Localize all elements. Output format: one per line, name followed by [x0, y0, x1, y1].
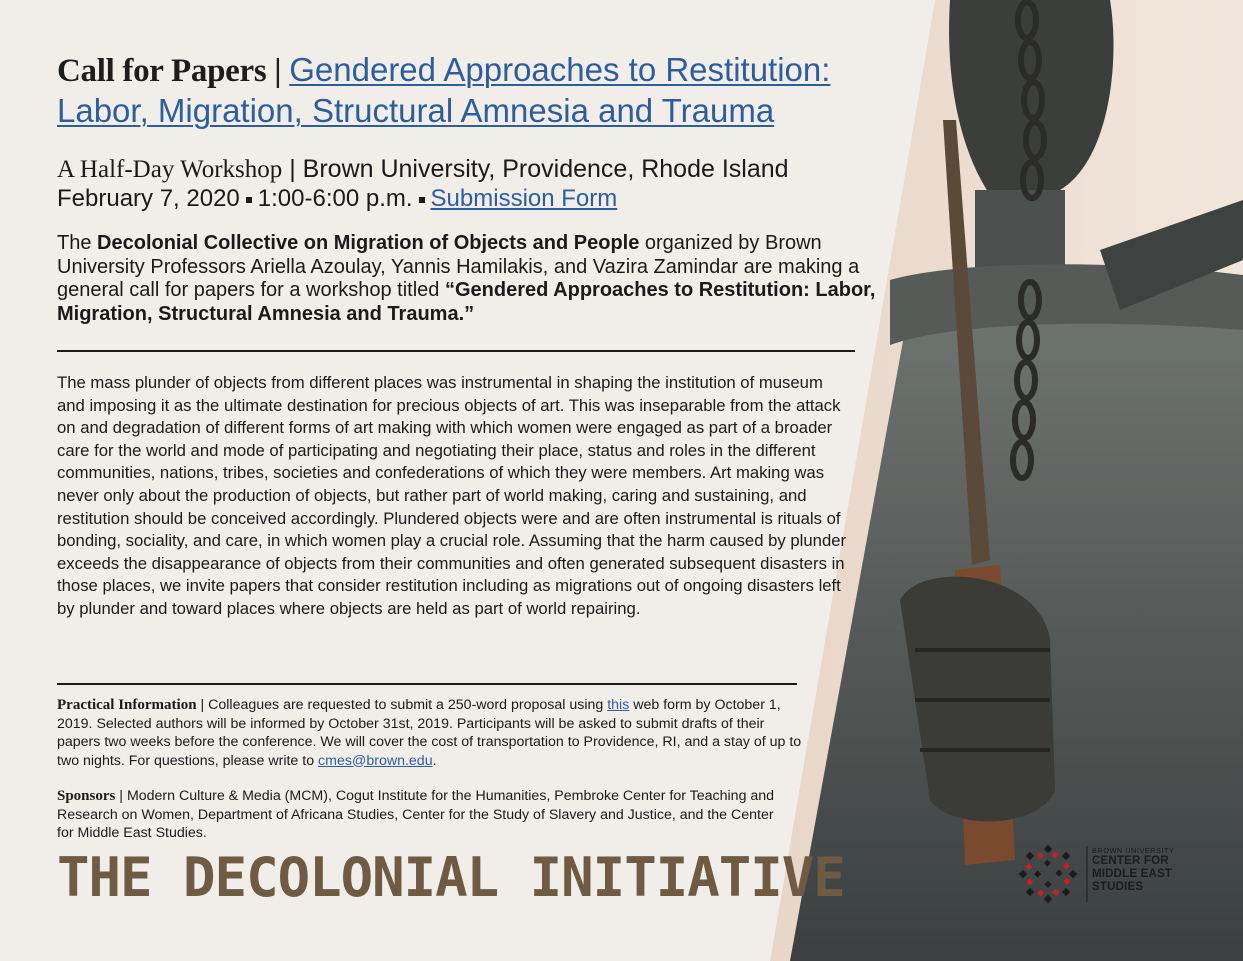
email-link[interactable]: cmes@brown.edu	[318, 752, 433, 769]
date-text: February 7, 2020	[57, 185, 240, 212]
logo-line1: CENTER FOR	[1092, 855, 1169, 867]
separator: |	[196, 697, 209, 713]
logo-line3: STUDIES	[1092, 881, 1144, 893]
divider	[57, 683, 797, 685]
time-text: 1:00-6:00 p.m.	[257, 185, 413, 212]
web-form-link[interactable]: this	[607, 697, 630, 713]
intro-text: organized by Brown University Professors Ariella Azoulay, Yannis Hamilakis, and Vazira Zamindar are making a general call for papers for a workshop titled	[57, 232, 860, 301]
practical-text: web form by October 1, 2019. Selected authors will be informed by October 31st, 2019. Participants will be asked to submit drafts of their papers two weeks before the conference. We will cover the cost of transportation to Providence, RI, and a stay of up to two nights. For questions, please write to	[57, 697, 802, 769]
practical-text: Colleagues are requested to submit a 250-word proposal using	[208, 697, 608, 713]
intro-text: The	[57, 232, 98, 254]
call-for-papers-label: Call for Papers |	[57, 53, 290, 89]
collective-name: Decolonial Collective on Migration of Objects and People	[97, 232, 640, 254]
divider	[57, 350, 855, 352]
practical-info	[57, 696, 807, 770]
workshop-title-link[interactable]: Gendered Approaches to Restitution: Labor, Migration, Structural Amnesia and Trauma	[57, 51, 831, 129]
logo-line2: MIDDLE EAST	[1092, 868, 1173, 880]
decolonial-initiative-wordmark: THE DECOLONIAL INITIATIVE	[57, 846, 845, 909]
workshop-location	[57, 154, 789, 185]
page-title	[57, 50, 897, 131]
location-text: | Brown University, Providence, Rhode Island	[282, 155, 789, 183]
cmes-logo-text	[1092, 846, 1174, 894]
practical-info-label: Practical Information	[57, 697, 197, 713]
intro-paragraph	[57, 232, 887, 326]
sponsors	[57, 787, 787, 843]
sponsors-text: Modern Culture & Media (MCM), Cogut Institute for the Humanities, Pembroke Center for Teaching and Research on Women, Department of Africana Studies, Center for the Study of Slavery and Justice, and the Center for Middle East Studies.	[57, 788, 775, 841]
workshop-title-quote: “Gendered Approaches to Restitution: Labor, Migration, Structural Amnesia and Trauma.”	[57, 279, 876, 325]
separator-dot	[246, 197, 252, 203]
date-line	[57, 184, 617, 214]
workshop-label: A Half-Day Workshop	[57, 156, 283, 183]
separator: |	[115, 788, 127, 804]
separator-dot	[419, 197, 425, 203]
logo-university: BROWN UNIVERSITY	[1092, 846, 1175, 855]
body-paragraph: The mass plunder of objects from different places was instrumental in shaping the institution of museum and imposing it as the ultimate destination for precious objects of art. This was inseparable from the attack on and degradation of different forms of art making with which women were engaged as part of a broader care for the world and mode of participating and negotiating their place, status and roles in the different communities, nations, tribes, societies and confederations of which they were members. Art making was never only about the production of objects, but rather part of world making, caring and sustaining, and restitution should be conceived accordingly. Plundered objects were and are often instrumental is rituals of bonding, sociality, and care, in which women play a crucial role. Assuming that the harm caused by plunder exceeds the disappearance of objects from their communities and often generated subsequent disasters in those places, we invite papers that consider restitution including as migrations out of ongoing disasters left by plunder and toward places where objects are held as part of world repairing.	[57, 373, 847, 618]
submission-form-link[interactable]: Submission Form	[430, 185, 618, 212]
practical-text: .	[432, 752, 437, 769]
sponsors-label: Sponsors	[57, 788, 116, 804]
